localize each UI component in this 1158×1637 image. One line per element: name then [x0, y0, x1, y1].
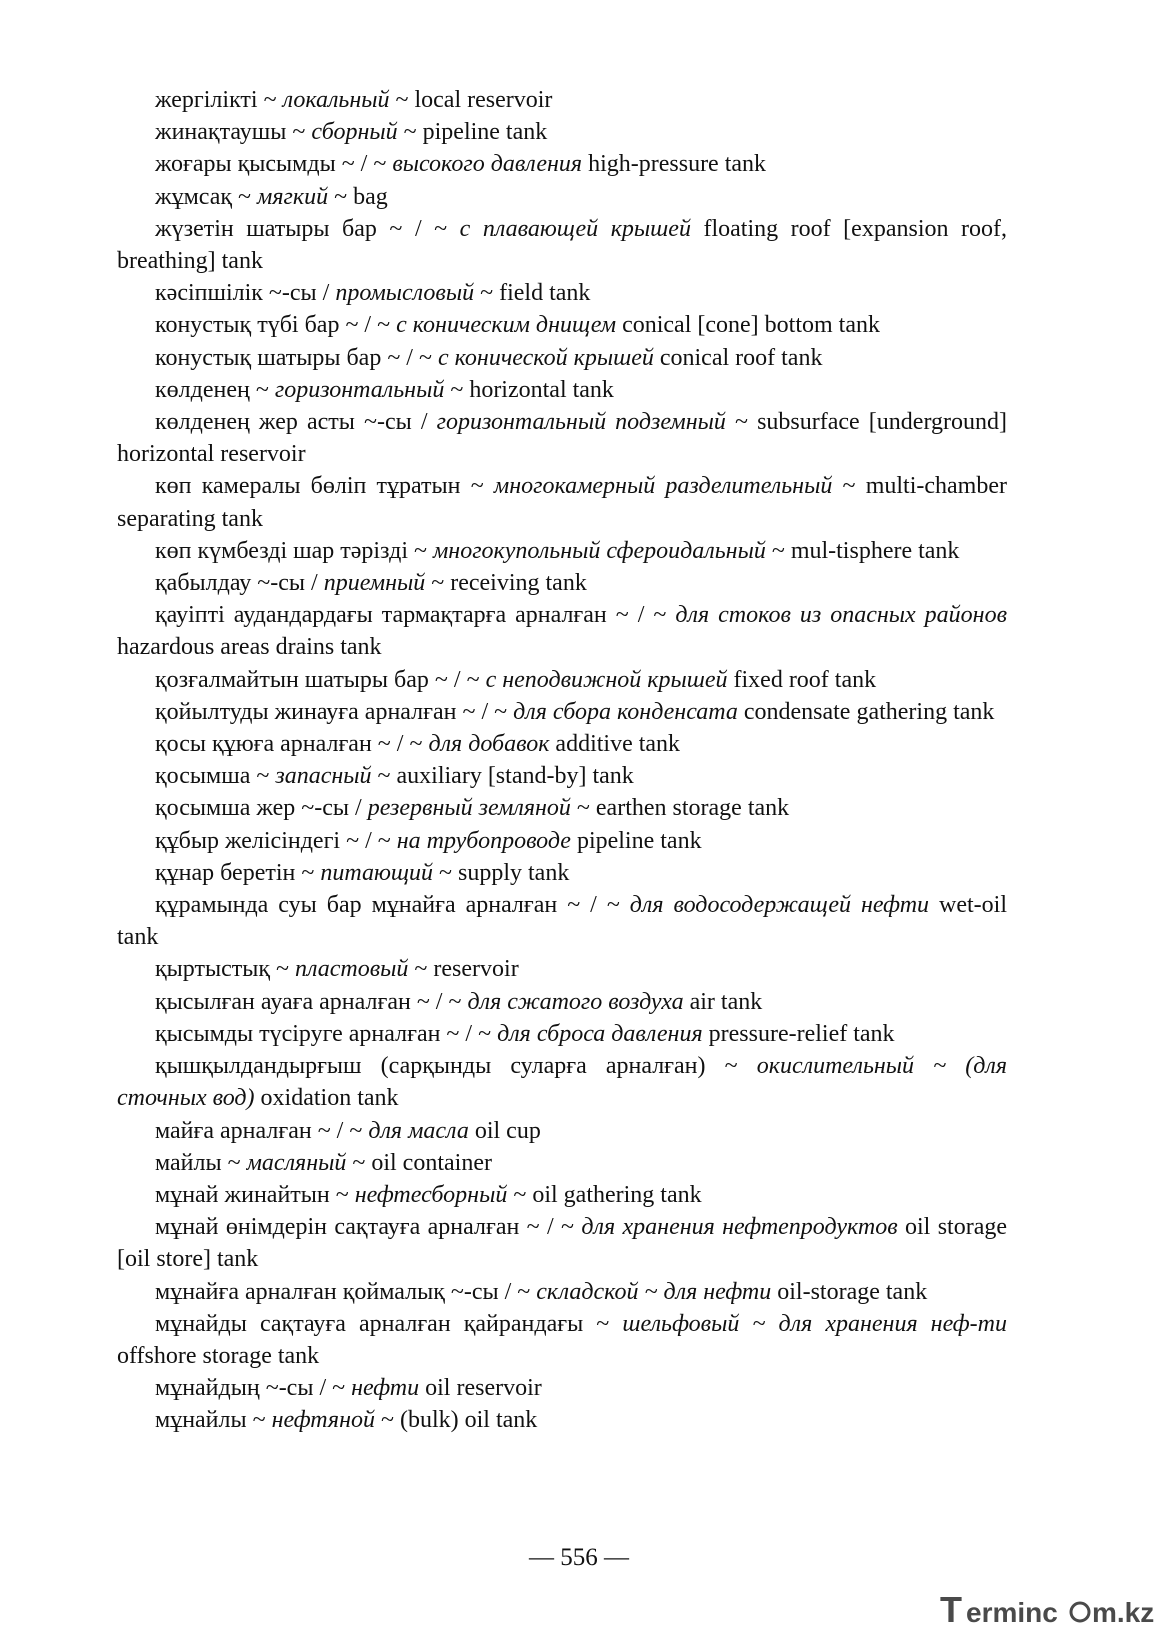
entry-russian: на трубопроводе [396, 827, 571, 854]
dictionary-entry [117, 406, 1007, 470]
entry-russian: с плавающей крышей [459, 215, 691, 242]
entry-russian: шельфовый ~ для хранения неф-ти [622, 1310, 1008, 1337]
entry-kazakh: мұнай өнімдерін сақтауға арналған ~ / ~ [155, 1214, 582, 1241]
dictionary-entry [117, 309, 1007, 341]
dictionary-entry [117, 1050, 1007, 1114]
entry-kazakh: конустық шатыры бар ~ / ~ [155, 344, 438, 371]
watermark-text-middle: erminc [966, 1597, 1058, 1628]
entry-russian: нефтесборный [354, 1181, 508, 1208]
entry-english: condensate gathering tank [737, 698, 995, 725]
entry-russian: многокупольный сфероидальный [432, 537, 766, 564]
entry-russian: резервный земляной [367, 795, 571, 822]
entry-english: conical roof tank [653, 344, 823, 371]
entry-kazakh: көлденең ~ [155, 376, 275, 403]
entry-kazakh: қосымша жер ~-сы / [155, 795, 368, 822]
entry-english: ~ oil container [346, 1149, 492, 1176]
entry-russian: для добавок [428, 731, 550, 758]
dictionary-entry [117, 1404, 1007, 1436]
entry-kazakh: мұнайлы ~ [155, 1407, 272, 1434]
entry-kazakh: қауіпті аудандардағы тармақтарға арналған ~ / ~ [155, 602, 676, 629]
entry-russian: нефти [351, 1375, 420, 1402]
entry-kazakh: қысылған ауаға арналған ~ / ~ [155, 988, 468, 1015]
entry-english: fixed roof tank [727, 666, 877, 693]
entry-kazakh: құрамында суы бар мұнайға арналған ~ / ~ [155, 892, 630, 919]
dictionary-entry [117, 760, 1007, 792]
dictionary-entry [117, 986, 1007, 1018]
entry-kazakh: жинақтаушы ~ [155, 119, 312, 146]
entry-kazakh: көп күмбезді шар тәрізді ~ [155, 537, 433, 564]
entry-kazakh: кәсіпшілік ~-сы / [155, 280, 336, 307]
entry-english: oil-storage tank [771, 1278, 928, 1305]
entry-english: ~ field tank [474, 280, 591, 307]
entry-russian: для сбора конденсата [513, 698, 738, 725]
dictionary-entry [117, 277, 1007, 309]
dictionary-entry [117, 567, 1007, 599]
entry-english: ~ (bulk) oil tank [375, 1407, 538, 1434]
entry-kazakh: мұнай жинайтын ~ [155, 1181, 355, 1208]
entry-russian: окислительный ~ (для сточных вод) [117, 1053, 1008, 1112]
entry-kazakh: қосы құюға арналған ~ / ~ [155, 731, 429, 758]
dictionary-entry [117, 116, 1007, 148]
entry-english: ~ subsurface [underground] horizontal reservoir [117, 409, 1007, 468]
dictionary-entry [117, 792, 1007, 824]
entry-russian: с конической крышей [437, 344, 654, 371]
entry-english: ~ bag [328, 183, 388, 210]
entry-kazakh: майлы ~ [155, 1149, 247, 1176]
dictionary-entry [117, 181, 1007, 213]
dictionary-entry [117, 1179, 1007, 1211]
entry-russian: сборный [311, 119, 398, 146]
entry-english: high-pressure tank [582, 151, 767, 178]
entry-english: ~ oil gathering tank [507, 1181, 702, 1208]
entry-russian: питающий [320, 859, 434, 886]
entry-russian: нефтяной [271, 1407, 375, 1434]
entry-kazakh: майға арналған ~ / ~ [155, 1117, 369, 1144]
entry-kazakh: қышқылдандырғыш (сарқынды суларға арналған) ~ [155, 1053, 757, 1080]
dictionary-entry [117, 825, 1007, 857]
entry-kazakh: мұнайдың ~-сы / ~ [155, 1375, 352, 1402]
entry-kazakh: қойылтуды жинауға арналған ~ / ~ [155, 698, 514, 725]
entry-english: oil reservoir [419, 1375, 542, 1402]
termincom-watermark [938, 1588, 1155, 1630]
entry-kazakh: құбыр желісіндегі ~ / ~ [155, 827, 397, 854]
dictionary-entry [117, 857, 1007, 889]
entry-russian: мягкий [257, 183, 329, 210]
dictionary-entry [117, 696, 1007, 728]
watermark-o-ring [1071, 1603, 1089, 1621]
entry-english: air tank [683, 988, 763, 1015]
entry-kazakh: қосымша ~ [155, 763, 276, 790]
entry-english: oil cup [468, 1117, 541, 1144]
entry-russian: складской ~ для нефти [536, 1278, 772, 1305]
dictionary-entry [117, 213, 1007, 277]
entry-kazakh: қыртыстық ~ [155, 956, 295, 983]
dictionary-entry [117, 1211, 1007, 1275]
page-number: — 556 — [529, 1544, 629, 1571]
entry-russian: для сжатого воздуха [467, 988, 684, 1015]
watermark-text-after: m.kz [1092, 1597, 1155, 1628]
dictionary-entry [117, 535, 1007, 567]
dictionary-entries [117, 84, 1007, 1437]
dictionary-entry [117, 1115, 1007, 1147]
entry-kazakh: қысымды түсіруге арналған ~ / ~ [155, 1020, 498, 1047]
entry-russian: горизонтальный подземный [436, 409, 726, 436]
entry-russian: многокамерный разделительный [493, 473, 833, 500]
entry-russian: для масла [368, 1117, 469, 1144]
entry-kazakh: жұмсақ ~ [155, 183, 258, 210]
entry-english: ~ auxiliary [stand-by] tank [371, 763, 634, 790]
dictionary-entry [117, 1308, 1007, 1372]
entry-russian: с коническим днищем [396, 312, 617, 339]
entry-russian: запасный [275, 763, 372, 790]
entry-kazakh: көлденең жер асты ~-сы / [155, 409, 437, 436]
entry-english: oxidation tank [254, 1085, 399, 1112]
entry-english: pressure-relief tank [702, 1020, 895, 1047]
entry-english: pipeline tank [570, 827, 702, 854]
entry-russian: локальный [282, 87, 390, 113]
entry-english: ~ earthen storage tank [570, 795, 790, 822]
entry-russian: приемный [323, 570, 426, 597]
entry-kazakh: мұнайға арналған қоймалық ~-сы / ~ [155, 1278, 537, 1305]
dictionary-entry [117, 953, 1007, 985]
entry-english: offshore storage tank [117, 1342, 320, 1369]
entry-russian: масляный [246, 1149, 347, 1176]
entry-kazakh: құнар беретін ~ [155, 859, 321, 886]
entry-english: ~ pipeline tank [397, 119, 548, 146]
dictionary-entry [117, 342, 1007, 374]
entry-russian: для сброса давления [497, 1020, 703, 1047]
entry-kazakh: жүзетін шатыры бар ~ / ~ [155, 215, 460, 242]
dictionary-entry [117, 599, 1007, 663]
entry-kazakh: мұнайды сақтауға арналған қайрандағы ~ [155, 1310, 623, 1337]
entry-russian: высокого давления [392, 151, 583, 178]
entry-english: ~ supply tank [433, 859, 570, 886]
dictionary-entry [117, 148, 1007, 180]
entry-english: ~ reservoir [408, 956, 519, 983]
entry-english: ~ horizontal tank [444, 376, 614, 403]
watermark-letter-t: T [940, 1589, 962, 1630]
entry-english: floating roof [expansion roof, breathing] tank [117, 215, 1008, 275]
dictionary-entry [117, 84, 1007, 116]
dictionary-entry [117, 374, 1007, 406]
entry-kazakh: жоғары қысымды ~ / ~ [155, 151, 393, 178]
entry-russian: горизонтальный [274, 376, 445, 403]
entry-english: hazardous areas drains tank [117, 634, 382, 661]
entry-russian: для стоков из опасных районов [675, 602, 1007, 629]
entry-kazakh: жергілікті ~ [155, 87, 283, 113]
entry-english: wet-oil tank [117, 892, 1008, 951]
dictionary-entry [117, 728, 1007, 760]
dictionary-entry [117, 1018, 1007, 1050]
entry-english: ~ multi-chamber separating tank [117, 473, 1007, 532]
entry-russian: с неподвижной крышей [485, 666, 728, 693]
dictionary-entry [117, 1372, 1007, 1404]
entry-english: ~ mul-tisphere tank [765, 537, 960, 564]
dictionary-entry [117, 664, 1007, 696]
entry-kazakh: конустық түбі бар ~ / ~ [155, 312, 397, 339]
entry-kazakh: қозғалмайтын шатыры бар ~ / ~ [155, 666, 486, 693]
entry-russian: для хранения нефтепродуктов [581, 1214, 898, 1241]
entry-english: ~ local reservoir [389, 87, 553, 113]
dictionary-entry [117, 470, 1007, 534]
entry-russian: промысловый [335, 280, 475, 307]
entry-russian: пластовый [295, 956, 409, 983]
entry-english: conical [cone] bottom tank [616, 312, 880, 339]
entry-english: ~ receiving tank [425, 570, 587, 597]
dictionary-entry [117, 1147, 1007, 1179]
entry-kazakh: қабылдау ~-сы / [155, 570, 324, 597]
entry-english: oil storage [oil store] tank [117, 1214, 1007, 1273]
dictionary-entry [117, 1276, 1007, 1308]
entry-english: additive tank [549, 731, 681, 758]
dictionary-entry [117, 889, 1007, 953]
entry-russian: для водосодержащей нефти [629, 892, 930, 919]
entry-kazakh: көп камералы бөліп тұратын ~ [155, 473, 494, 500]
